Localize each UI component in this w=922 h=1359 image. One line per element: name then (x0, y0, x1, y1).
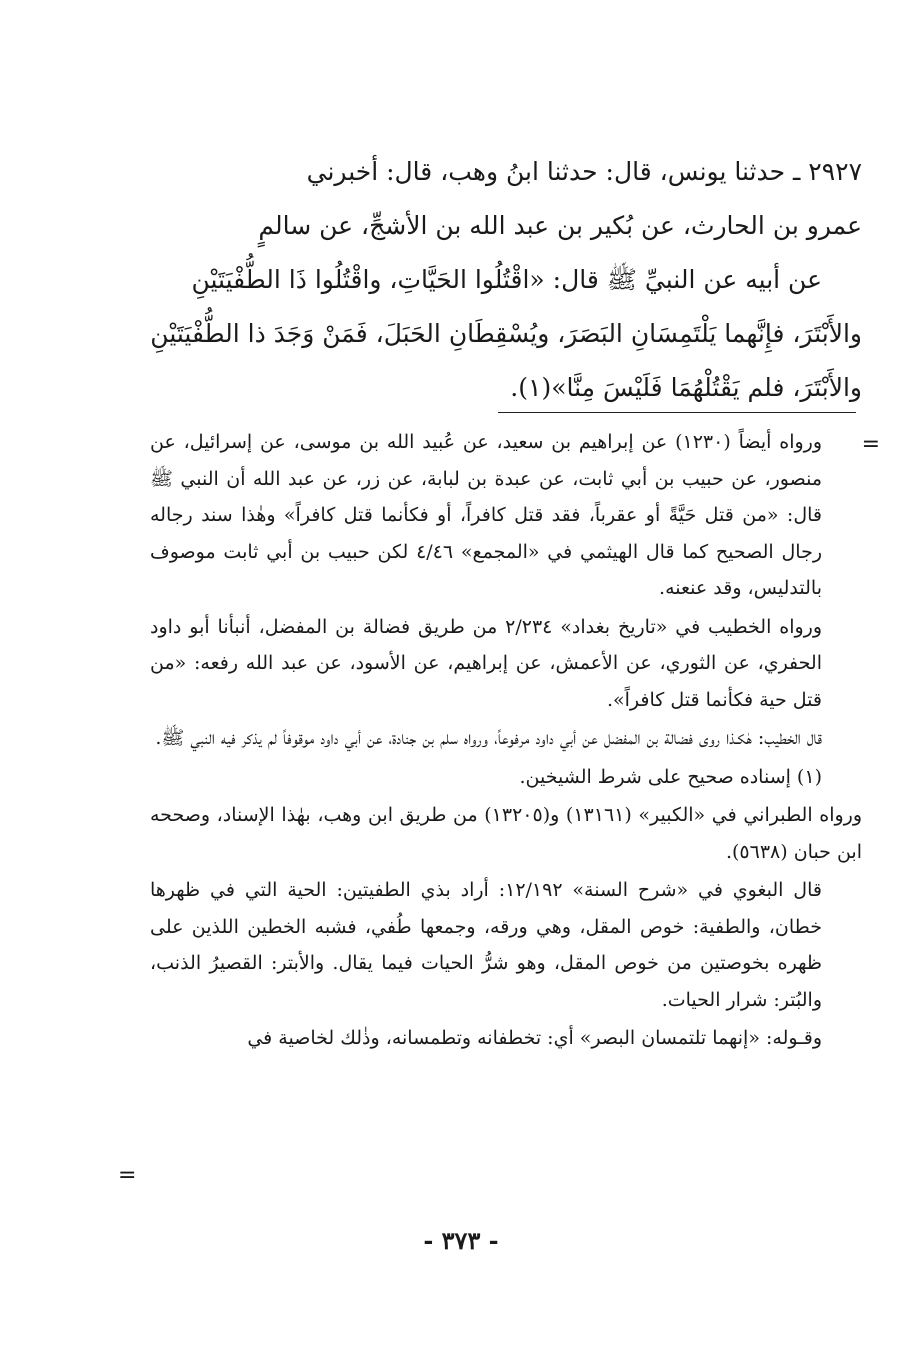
page-number: - ٣٧٣ - (423, 1226, 499, 1255)
hadith-line: عن أبيه عن النبيِّ ﷺ قال: «اقْتُلُوا الحَيَّاتِ، واقْتُلُوا ذَا الطُّفْيَتَيْنِ (191, 265, 822, 294)
footnote-paragraph: ورواه الخطيب في «تاريخ بغداد» ٢/٢٣٤ من طريق فضالة بن المفضل، أنبأنا أبو داود الحفري، عن الثوري، عن الأعمش، عن إبراهيم، عن الأسود، عن عبد الله رفعه: «من قتل حية فكأنما قتل كافراً». (150, 615, 823, 711)
footnote-paragraph: قال الخطيب: هٰكـذا روى فضالة بن المفضل عن أبي داود مرفوعاً، ورواه سلم بن جنادة، عن أبي داود موقوفاً لم يذكر فيه النبي ﷺ. (155, 727, 822, 749)
hadith-line: والأَبْتَرَ، فلم يَقْتُلْهُمَا فَلَيْسَ مِنَّا»(١). (510, 373, 862, 402)
footnotes (150, 424, 862, 1059)
footnote-paragraph: ورواه أيضاً (١٢٣٠) عن إبراهيم بن سعيد، عن عُبيد الله بن موسى، عن إسرائيل، عن منصور، عن حبيب بن أبي ثابت، عن عبدة بن لبابة، عن زر، عن عبد الله أن النبي ﷺ قال: «من قتل حَيَّةً أو عقرباً، فقد قتل كافراً، أو فكأنما قتل كافراً» وهٰذا سند رجاله رجال الصحيح كما قال الهيثمي في «المجمع» ٤/٤٦ لكن حبيب بن أبي ثابت موصوف بالتدليس، وقد عنعنه. (150, 431, 823, 599)
footnote-paragraph: وقـوله: «إنهما تلتمسان البصر» أي: تخطفانه وتطمسانه، وذٰلك لخاصية في (247, 1027, 822, 1049)
hadith-line: ٢٩٢٧ ـ حدثنا يونس، قال: حدثنا ابنُ وهب، قال: أخبرني (306, 157, 862, 186)
footnote-paragraph: ورواه الطبراني في «الكبير» (١٣١٦١) و(١٣٢٠٥) من طريق ابن وهب، بهٰذا الإسناد، وصححه ابن حبان (٥٦٣٨). (150, 804, 863, 863)
hadith-line: والأَبْتَرَ، فإِنَّهما يَلْتَمِسَانِ البَصَرَ، ويُسْقِطَانِ الحَبَلَ، فَمَنْ وَجَدَ ذا الطُّفْيَتَيْنِ (150, 319, 862, 348)
footnote-separator (498, 412, 856, 413)
hadith-line: عمرو بن الحارث، عن بُكير بن عبد الله بن الأشجِّ، عن سالمٍ (258, 211, 862, 240)
continuation-mark-bottom: = (118, 1163, 137, 1188)
footnote-paragraph: (١) إسناده صحيح على شرط الشيخين. (519, 765, 822, 788)
hadith-text (150, 145, 862, 415)
continuation-mark-top: = (861, 432, 880, 457)
footnote-paragraph: قال البغوي في «شرح السنة» ١٢/١٩٢: أراد بذي الطفيتين: الحية التي في ظهرها خطان، والطفية: خوص المقل، وهي ورقه، وجمعها طُفي، فشبه الخطين اللذين على ظهره بخوصتين من خوص المقل، وهو شرُّ الحيات فيما يقال. والأبتر: القصيرُ الذنب، والبُتر: شرار الحيات. (150, 879, 822, 1011)
